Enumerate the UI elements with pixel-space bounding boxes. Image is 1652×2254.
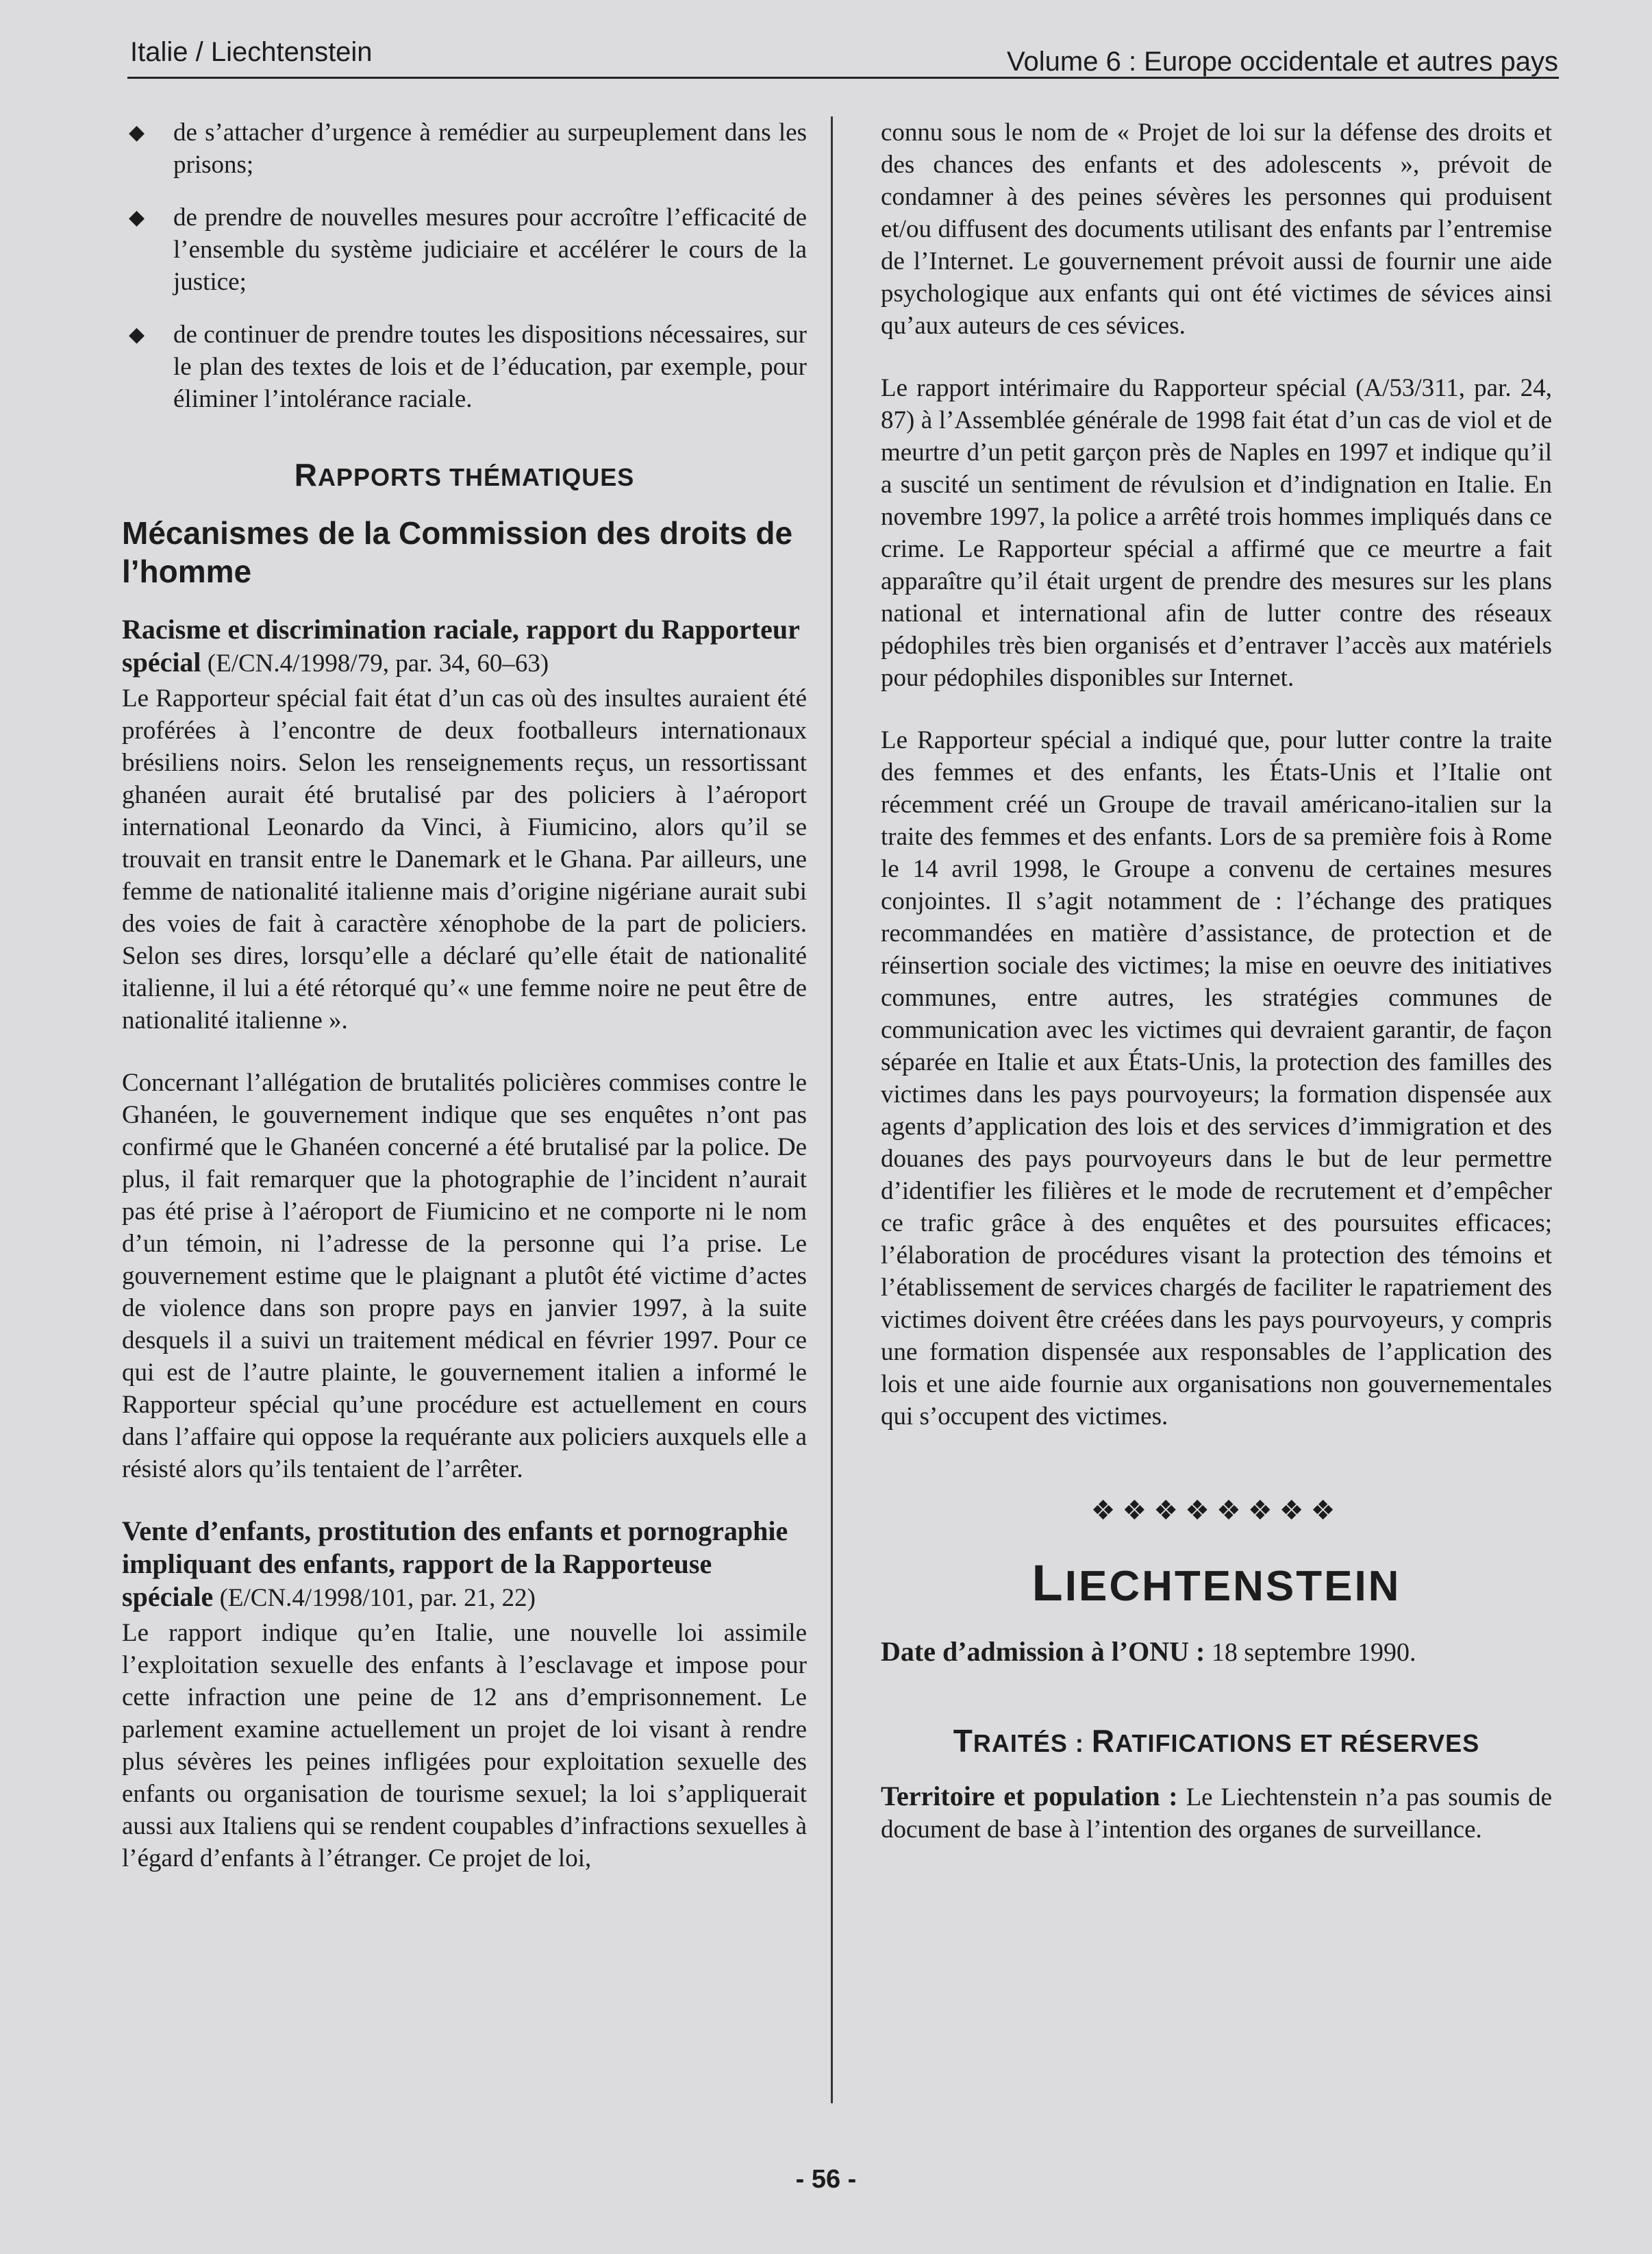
column-divider xyxy=(831,116,833,2103)
left-column xyxy=(122,116,807,1905)
bullet-icon: ◆ xyxy=(129,121,145,144)
right-paragraph-3: Le Rapporteur spécial a indiqué que, pour lutter contre la traite des femmes et des enfants, les États-Unis et l’Italie ont récemment créé un Groupe de travail américano-italien sur la traite des femmes et des enfants. Lors de sa première fois à Rome le 14 avril 1998, le Groupe a convenu de certaines mesures conjointes. Il s’agit notamment de : l’échange des pratiques recommandées en matière d’assistance, de protection et de réinsertion sociale des victimes; la mise en oeuvre des initiatives communes, entre autres, les stratégies communes de communication avec les victimes qui devraient garantir, de façon séparée en Italie et aux États-Unis, la protection des familles des victimes dans les pays pourvoyeurs; la formation dispensée aux agents d’application des lois et des services d’immigration et des douanes des pays pourvoyeurs dans le but de leur permettre d’identifier les filières et le mode de recrutement et d’empêcher ce trafic grâce à des enquêtes et des poursuites efficaces; l’élaboration de procédures visant la protection des témoins et l’établissement de services chargés de faciliter le rapatriement des victimes doivent être créées dans les pays pourvoyeurs, y compris une formation dispensée aux responsables de l’application des lois et une aide fournie aux organisations non gouvernementales qui s’occupent des victimes. xyxy=(881,726,1552,1431)
racism-paragraph-1: Le Rapporteur spécial fait état d’un cas où des insultes auraient été proférées à l’encontre de deux footballeurs internationaux brésiliens noirs. Selon les renseignements reçus, un ressortissant ghanéen aurait été brutalisé par des policiers à l’aéroport international Leonardo da Vinci, à Fiumicino, alors qu’il se trouvait en transit entre le Danemark et le Ghana. Par ailleurs, une femme de nationalité italienne mais d’origine nigériane aurait subi des voies de fait à caractère xénophobe de la part de policiers. Selon ses dires, lorsqu’elle a déclaré qu’elle était de nationalité italienne, il lui a été rétorqué qu’« une femme noire ne peut être de nationalité italienne ». xyxy=(122,684,807,1035)
right-paragraph-1: connu sous le nom de « Projet de loi sur la défense des droits et des chances des enfants et des adolescents », prévoit de condamner à des peines sévères les personnes qui produisent et/ou diffusent des documents utilisant des enfants par l’entremise de l’Internet. Le gouvernement prévoit aussi de fournir une aide psychologique aux enfants qui ont été victimes de sévices ainsi qu’aux auteurs de ces sévices. xyxy=(881,119,1552,340)
list-item: ◆ de continuer de prendre toutes les dispositions nécessaires, sur le plan des textes de lois et de l’éducation, par exemple, pour éliminer l’intolérance raciale. xyxy=(122,319,807,415)
right-column xyxy=(881,116,1552,1876)
page-number: - 56 - xyxy=(795,2165,857,2194)
territory-paragraph: Territoire et population : Le Liechtenstein n’a pas soumis de document de base à l’intention des organes de surveillance. xyxy=(881,1781,1552,1844)
recommendation-list xyxy=(122,116,807,415)
list-item: ◆ de s’attacher d’urgence à remédier au surpeuplement dans les prisons; xyxy=(122,116,807,181)
list-item: ◆ de prendre de nouvelles mesures pour accroître l’efficacité de l’ensemble du système judiciaire et accélérer le cours de la justice; xyxy=(122,201,807,298)
header-right: Volume 6 : Europe occidentale et autres pays xyxy=(1007,47,1558,77)
country-title: LIECHTENSTEIN xyxy=(1031,1555,1401,1611)
section-separator: ❖❖❖❖❖❖❖❖ xyxy=(1090,1495,1342,1526)
right-paragraph-2: Le rapport intérimaire du Rapporteur spécial (A/53/311, par. 24, 87) à l’Assemblée générale de 1998 fait état d’un cas de viol et de meurtre d’un petit garçon près de Naples en 1997 et indique qu’il a suscité un sentiment de révulsion et d’indignation en Italie. En novembre 1997, la police a arrêté trois hommes impliqués dans ce crime. Le Rapporteur spécial a affirmé que ce meurtre a fait apparaître qu’il était urgent de prendre des mesures sur les plans national et international afin de lutter contre des réseaux pédophiles très bien organisés et d’entraver l’accès aux matériels pour pédophiles disponibles sur Internet. xyxy=(881,374,1552,692)
treaties-heading: TRAITÉS : RATIFICATIONS ET RÉSERVES xyxy=(953,1723,1480,1759)
bullet-icon: ◆ xyxy=(129,323,145,346)
racism-paragraph-2: Concernant l’allégation de brutalités policières commises contre le Ghanéen, le gouvernement indique que ses enquêtes n’ont pas confirmé que le Ghanéen concerné a été brutalisé par la police. De plus, il fait remarquer que la photographie de l’incident n’aurait pas été prise à l’aéroport de Fiumicino et ne comporte ni le nom d’un témoin, ni l’adresse de la personne qui l’a prise. Le gouvernement estime que le plaignant a plutôt été victime d’actes de violence dans son propre pays en janvier 1997, à la suite desquels il a suivi un traitement médical en février 1997. Pour ce qui est de l’autre plainte, le gouvernement italien a informé le Rapporteur spécial qu’une procédure est actuellement en cours dans l’affaire qui oppose la requérante aux policiers auxquels elle a résisté alors qu’ils tentaient de l’arrêter. xyxy=(122,1069,807,1483)
header-rule xyxy=(127,77,1559,79)
header-left: Italie / Liechtenstein xyxy=(130,37,373,67)
sale-subheading: Vente d’enfants, prostitution des enfants et pornographie impliquant des enfants, rapport de la Rapporteuse spéciale (E/CN.4/1998/101, par. 21, 22) xyxy=(122,1515,788,1612)
admission-date: Date d’admission à l’ONU : 18 septembre 1990. xyxy=(881,1636,1416,1667)
racism-subheading: Racisme et discrimination raciale, rapport du Rapporteur spécial (E/CN.4/1998/79, par. 34, 60–63) xyxy=(122,614,800,678)
bullet-icon: ◆ xyxy=(129,206,145,229)
section-heading: RAPPORTS THÉMATIQUES xyxy=(294,457,635,493)
running-header xyxy=(130,32,1558,79)
sale-paragraph-1: Le rapport indique qu’en Italie, une nouvelle loi assimile l’exploitation sexuelle des enfants à l’esclavage et impose pour cette infraction une peine de 12 ans d’emprisonnement. Le parlement examine actuellement un projet de loi visant à rendre plus sévères les peines infligées pour exploitation sexuelle des enfants ou organisation de tourisme sexuel; la loi s’appliquerait aussi aux Italiens qui se rendent coupables d’infractions sexuelles à l’égard d’enfants à l’étranger. Ce projet de loi, xyxy=(122,1619,807,1872)
mechanisms-heading: Mécanismes de la Commission des droits de l’homme xyxy=(122,515,793,589)
